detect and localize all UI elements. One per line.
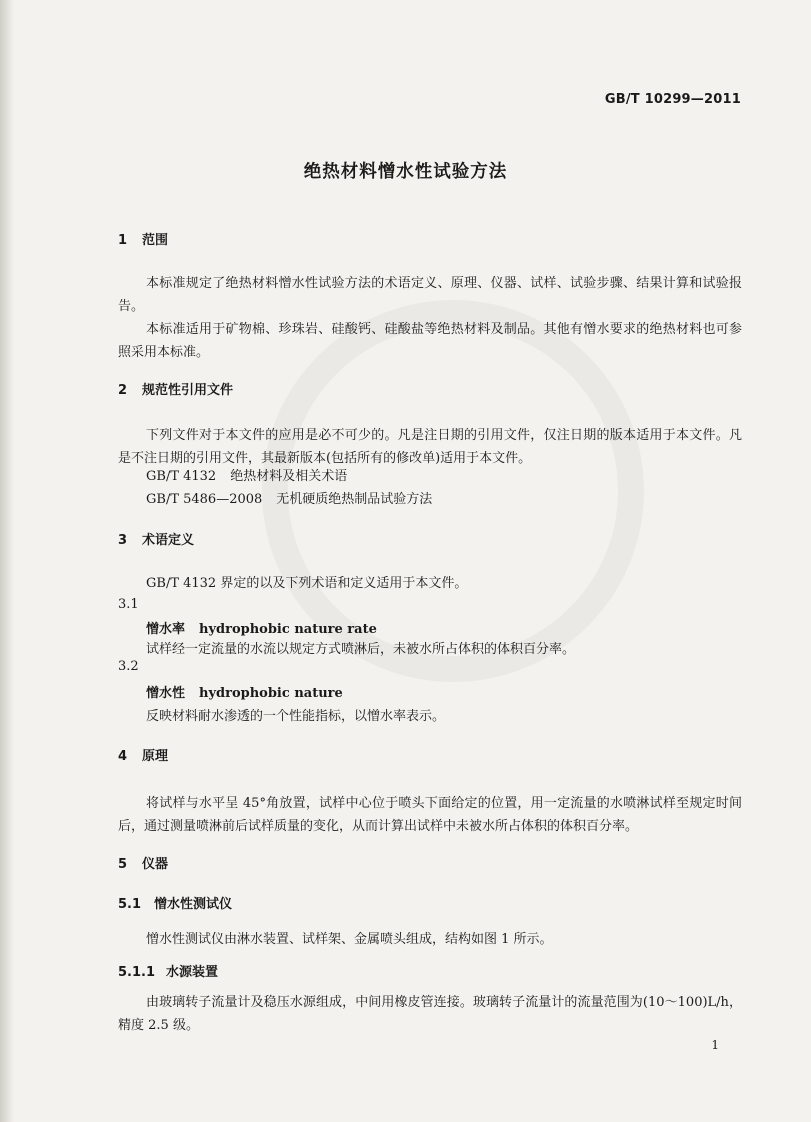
section-5-1-heading	[118, 893, 232, 912]
term-entry	[146, 682, 343, 701]
document-title: 绝热材料憎水性试验方法	[303, 162, 508, 182]
section-title: 规范性引用文件	[142, 383, 234, 398]
standard-number: GB/T 10299—2011	[604, 92, 741, 107]
section-title: 憎水性测试仪	[154, 897, 233, 912]
section-5-1-1-paragraph: 由玻璃转子流量计及稳压水源组成，中间用橡皮管连接。玻璃转子流量计的流量范围为(10～100)L/h，精度 2.5 级。	[118, 995, 742, 1033]
term-chinese: 憎水性	[146, 686, 186, 701]
reference-code: GB/T 5486—2008	[146, 492, 263, 507]
reference-item	[146, 465, 347, 484]
term-english: hydrophobic nature rate	[199, 622, 377, 637]
page-number: 1	[711, 1038, 719, 1052]
term-chinese: 憎水率	[146, 622, 186, 637]
term-english: hydrophobic nature	[199, 686, 343, 701]
term-entry	[146, 618, 377, 637]
section-1-paragraph-2: 本标准适用于矿物棉、珍珠岩、硅酸钙、硅酸盐等绝热材料及制品。其他有憎水要求的绝热材料也可参照采用本标准。	[118, 322, 742, 360]
reference-name: 绝热材料及相关术语	[230, 469, 348, 484]
section-2-heading	[118, 379, 233, 398]
section-number: 5.1.1	[118, 965, 156, 980]
term-number: 3.1	[118, 597, 139, 612]
section-number: 2	[118, 383, 128, 398]
section-title: 术语定义	[142, 533, 195, 548]
section-1-heading	[118, 229, 168, 248]
term-number: 3.2	[118, 659, 139, 674]
section-title: 仪器	[142, 857, 169, 872]
section-number: 5	[118, 857, 128, 872]
section-number: 3	[118, 533, 128, 548]
section-5-1-paragraph: 憎水性测试仪由淋水装置、试样架、金属喷头组成，结构如图 1 所示。	[146, 932, 553, 947]
section-number: 5.1	[118, 897, 142, 912]
section-number: 4	[118, 749, 128, 764]
reference-name: 无机硬质绝热制品试验方法	[276, 492, 433, 507]
section-5-heading	[118, 853, 168, 872]
section-title: 范围	[142, 233, 169, 248]
section-1-paragraph-1: 本标准规定了绝热材料憎水性试验方法的术语定义、原理、仪器、试样、试验步骤、结果计算和试验报告。	[118, 276, 742, 314]
section-title: 原理	[142, 749, 169, 764]
section-4-paragraph-1: 将试样与水平呈 45°角放置，试样中心位于喷头下面给定的位置，用一定流量的水喷淋试样至规定时间后，通过测量喷淋前后试样质量的变化，从而计算出试样中未被水所占体积的体积百分率。	[118, 796, 742, 834]
section-title: 水源装置	[166, 965, 219, 980]
reference-code: GB/T 4132	[146, 469, 217, 484]
section-3-heading	[118, 529, 194, 548]
section-number: 1	[118, 233, 128, 248]
reference-item	[146, 488, 432, 507]
section-5-1-1-heading	[118, 961, 218, 980]
term-definition: 试样经一定流量的水流以规定方式喷淋后，未被水所占体积的体积百分率。	[146, 642, 576, 657]
term-definition: 反映材料耐水渗透的一个性能指标，以憎水率表示。	[146, 709, 446, 724]
section-2-paragraph-1: 下列文件对于本文件的应用是必不可少的。凡是注日期的引用文件，仅注日期的版本适用于本文件。凡是不注日期的引用文件，其最新版本(包括所有的修改单)适用于本文件。	[118, 428, 742, 466]
section-3-paragraph-1: GB/T 4132 界定的以及下列术语和定义适用于本文件。	[146, 576, 468, 591]
section-4-heading	[118, 745, 168, 764]
